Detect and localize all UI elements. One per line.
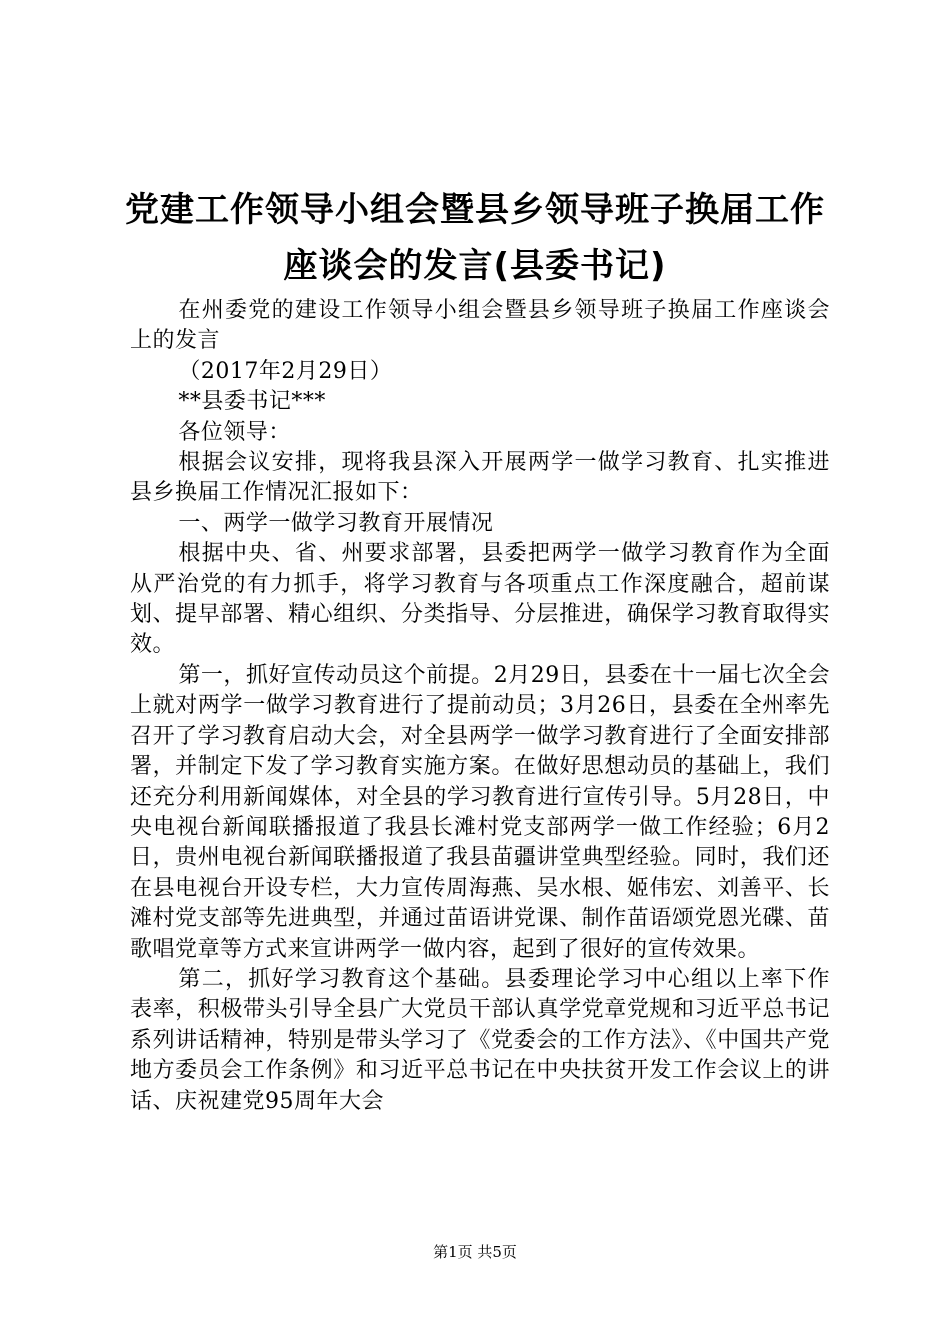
- paragraph-salutation: 各位领导：: [178, 419, 291, 445]
- title-line-1: 党建工作领导小组会暨县乡领导班子换届工作: [125, 190, 825, 230]
- paragraph-intro: 根据会议安排，现将我县深入开展两学一做学习教育、扎实推进县乡换届工作情况汇报如下：: [130, 450, 830, 506]
- document-body: [130, 296, 830, 1117]
- paragraph-second-point: 第二，抓好学习教育这个基础。县委理论学习中心组以上率下作表率，积极带头引导全县广大党员干部认真学党章党规和习近平总书记系列讲话精神，特别是带头学习了《党委会的工作方法》、《中国共产党地方委员会工作条例》和习近平总书记在中央扶贫开发工作会议上的讲话、庆祝建党95周年大会: [130, 966, 830, 1114]
- page-footer: 第1页 共5页: [433, 1243, 517, 1261]
- title-line-2: 座谈会的发言(县委书记): [283, 246, 667, 286]
- section-heading-1: 一、两学一做学习教育开展情况: [178, 510, 494, 536]
- paragraph-date: （2017年2月29日）: [178, 358, 393, 384]
- paragraph-first-point: 第一，抓好宣传动员这个前提。2月29日，县委在十一届七次全会上就对两学一做学习教育进行了提前动员；3月26日，县委在全州率先召开了学习教育启动大会，对全县两学一做学习教育进行了全面安排部署，并制定下发了学习教育实施方案。在做好思想动员的基础上，我们还充分利用新闻媒体，对全县的学习教育进行宣传引导。5月28日，中央电视台新闻联播报道了我县长滩村党支部两学一做工作经验；6月2日，贵州电视台新闻联播报道了我县苗疆讲堂典型经验。同时，我们还在县电视台开设专栏，大力宣传周海燕、吴水根、姬伟宏、刘善平、长滩村党支部等先进典型，并通过苗语讲党课、制作苗语颂党恩光碟、苗歌唱党章等方式来宣讲两学一做内容，起到了很好的宣传效果。: [130, 662, 830, 962]
- paragraph-overview: 根据中央、省、州要求部署，县委把两学一做学习教育作为全面从严治党的有力抓手，将学习教育与各项重点工作深度融合，超前谋划、提早部署、精心组织、分类指导、分层推进，确保学习教育取得实效。: [130, 541, 830, 658]
- paragraph-speaker: **县委书记***: [178, 389, 326, 415]
- paragraph-heading-note: 在州委党的建设工作领导小组会暨县乡领导班子换届工作座谈会上的发言: [130, 298, 830, 354]
- document-title: [110, 182, 840, 294]
